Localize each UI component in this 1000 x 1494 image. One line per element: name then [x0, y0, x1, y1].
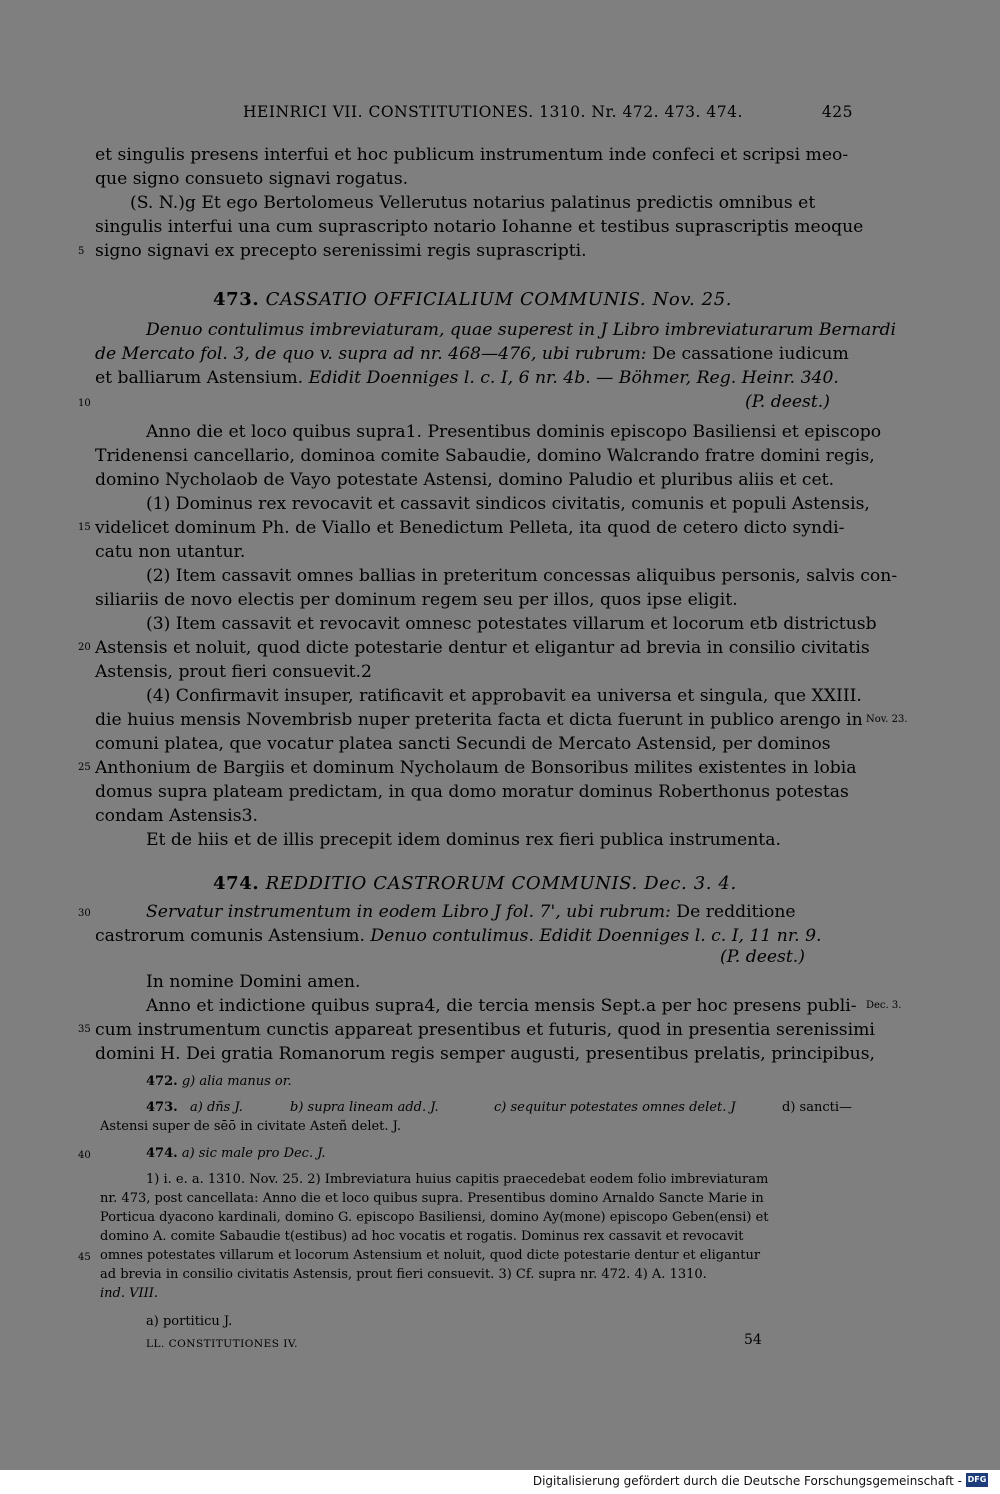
body-line: videlicet dominum Ph. de Viallo et Benedictum Pelleta, ita quod de cetero dicto syndi-: [95, 518, 845, 538]
edition-note: (P. deest.): [745, 392, 830, 412]
source-note: et balliarum Astensium. Edidit Doenniges l. c. I, 6 nr. 4b. — Böhmer, Reg. Heinr. 340.: [95, 368, 839, 388]
page-number: 425: [821, 103, 853, 121]
apparatus-note-473: 473.: [146, 1100, 178, 1115]
body-line: Anno et indictione quibus supra4, die tercia mensis Sept.a per hoc presens publi-: [146, 996, 857, 1016]
body-line: catu non utantur.: [95, 542, 246, 562]
body-line: domini H. Dei gratia Romanorum regis semper augusti, presentibus prelatis, principibus,: [95, 1044, 875, 1064]
header-title: HEINRICI VII. CONSTITUTIONES. 1310. Nr. 472. 473. 474.: [243, 103, 743, 121]
historical-note: omnes potestates villarum et locorum Astensium et noluit, quod dicte potestarie dentur et eligantur: [100, 1248, 761, 1263]
signature-right: 54: [744, 1332, 762, 1348]
historical-note: domino A. comite Sabaudie t(estibus) ad hoc vocatis et rogatis. Dominus rex cassavit et revocavit: [100, 1229, 744, 1244]
historical-note: ad brevia in consilio civitatis Astensis, prout fieri consuevit. 3) Cf. supra nr. 472. 4) A. 1310.: [100, 1267, 707, 1282]
body-line: cum instrumentum cunctis appareat presentibus et futuris, quod in presentia serenissimi: [95, 1020, 875, 1040]
body-line: In nomine Domini amen.: [146, 972, 361, 992]
line-number: 15: [78, 522, 91, 533]
historical-note: ind. VIII.: [100, 1286, 159, 1301]
body-line: Astensis et noluit, quod dicte potestarie dentur et eligantur ad brevia in consilio civitatis: [95, 638, 870, 658]
section-date: Dec. 3. 4.: [644, 873, 737, 894]
section-title: REDDITIO CASTRORUM COMMUNIS.: [265, 873, 638, 894]
section-heading-473: [213, 289, 732, 310]
body-line: domino Nycholaob de Vayo potestate Astensi, domino Paludio et pluribus aliis et cet.: [95, 470, 835, 490]
apparatus-note-474: 474. a) sic male pro Dec. J.: [146, 1146, 326, 1161]
source-note: castrorum comunis Astensium. Denuo contulimus. Edidit Doenniges l. c. I, 11 nr. 9.: [95, 926, 822, 946]
section-number: 473.: [213, 289, 260, 310]
body-line: condam Astensis3.: [95, 806, 258, 826]
source-note: Servatur instrumentum in eodem Libro J fol. 7', ubi rubrum: De redditione: [146, 902, 796, 922]
apparatus-note: Astensi super de sēō in civitate Asteñ delet. J.: [100, 1119, 401, 1134]
line-number: 40: [78, 1150, 91, 1161]
body-line: Anno die et loco quibus supra1. Presentibus dominis episcopo Basiliensi et episcopo: [146, 422, 882, 442]
footer-text: Digitalisierung gefördert durch die Deutsche Forschungsgemeinschaft -: [532, 1474, 962, 1488]
section-heading-474: [213, 873, 737, 894]
historical-note: Porticua dyacono kardinali, domino G. episcopo Basiliensi, domino Ay(mone) episcopo Geben(ensi) et: [100, 1210, 769, 1225]
body-line: et singulis presens interfui et hoc publicum instrumentum inde confeci et scripsi meo-: [95, 145, 849, 165]
edition-note: (P. deest.): [720, 947, 805, 967]
margin-date: Nov. 23.: [866, 714, 908, 725]
body-line: (1) Dominus rex revocavit et cassavit sindicos civitatis, comunis et populi Astensis,: [146, 494, 870, 514]
body-line: die huius mensis Novembrisb nuper preterita facta et dicta fuerunt in publico arengo in: [95, 710, 863, 730]
apparatus-note: d) sancti—: [782, 1100, 852, 1115]
line-number: 10: [78, 398, 91, 409]
source-note: de Mercato fol. 3, de quo v. supra ad nr. 468—476, ubi rubrum: De cassatione iudicum: [95, 344, 849, 364]
line-number: 35: [78, 1024, 91, 1035]
body-line: (3) Item cassavit et revocavit omnesc potestates villarum et locorum etb districtusb: [146, 614, 877, 634]
body-line: (2) Item cassavit omnes ballias in preteritum concessas aliquibus personis, salvis con-: [146, 566, 898, 586]
section-date: Nov. 25.: [652, 289, 733, 310]
apparatus-note: c) sequitur potestates omnes delet. J: [494, 1100, 736, 1115]
body-line: que signo consueto signavi rogatus.: [95, 169, 409, 189]
line-number: 30: [78, 908, 91, 919]
body-line: comuni platea, que vocatur platea sancti Secundi de Mercato Astensid, per dominos: [95, 734, 831, 754]
body-line: (4) Confirmavit insuper, ratificavit et approbavit ea universa et singula, que XXIII.: [146, 686, 862, 706]
line-number: 25: [78, 762, 91, 773]
apparatus-note: b) supra lineam add. J.: [290, 1100, 439, 1115]
line-number: 5: [78, 246, 85, 257]
section-number: 474.: [213, 873, 260, 894]
body-line: siliariis de novo electis per dominum regem seu per illos, quos ipse eligit.: [95, 590, 738, 610]
apparatus-note-472: 472. g) alia manus or.: [146, 1074, 292, 1089]
section-title: CASSATIO OFFICIALIUM COMMUNIS.: [265, 289, 647, 310]
signature-left: LL. CONSTITUTIONES IV.: [146, 1338, 299, 1350]
body-line: Tridenensi cancellario, dominoa comite Sabaudie, domino Walcrando fratre domini regis,: [95, 446, 875, 466]
apparatus-note: a) dñs J.: [190, 1100, 243, 1115]
body-line: domus supra plateam predictam, in qua domo moratur dominus Roberthonus potestas: [95, 782, 849, 802]
body-line: singulis interfui una cum suprascripto notario Iohanne et testibus suprascriptis meoque: [95, 217, 864, 237]
historical-note: a) portiticu J.: [146, 1314, 233, 1329]
margin-date: Dec. 3.: [866, 1000, 902, 1011]
line-number: 45: [78, 1252, 91, 1263]
body-line: signo signavi ex precepto serenissimi regis suprascripti.: [95, 241, 587, 261]
body-line: Astensis, prout fieri consuevit.2: [95, 662, 372, 682]
historical-note: 1) i. e. a. 1310. Nov. 25. 2) Imbreviatura huius capitis praecedebat eodem folio imbreviaturam: [146, 1172, 769, 1187]
historical-note: nr. 473, post cancellata: Anno die et loco quibus supra. Presentibus domino Arnaldo Sancte Marie in: [100, 1191, 764, 1206]
line-number: 20: [78, 642, 91, 653]
source-note: Denuo contulimus imbreviaturam, quae superest in J Libro imbreviaturarum Bernardi: [146, 320, 896, 340]
body-line: Anthonium de Bargiis et dominum Nycholaum de Bonsoribus milites existentes in lobia: [95, 758, 857, 778]
body-line: (S. N.)g Et ego Bertolomeus Vellerutus notarius palatinus predictis omnibus et: [130, 193, 816, 213]
body-line: Et de hiis et de illis precepit idem dominus rex fieri publica instrumenta.: [146, 830, 781, 850]
dfg-logo-icon: DFG: [966, 1473, 988, 1487]
